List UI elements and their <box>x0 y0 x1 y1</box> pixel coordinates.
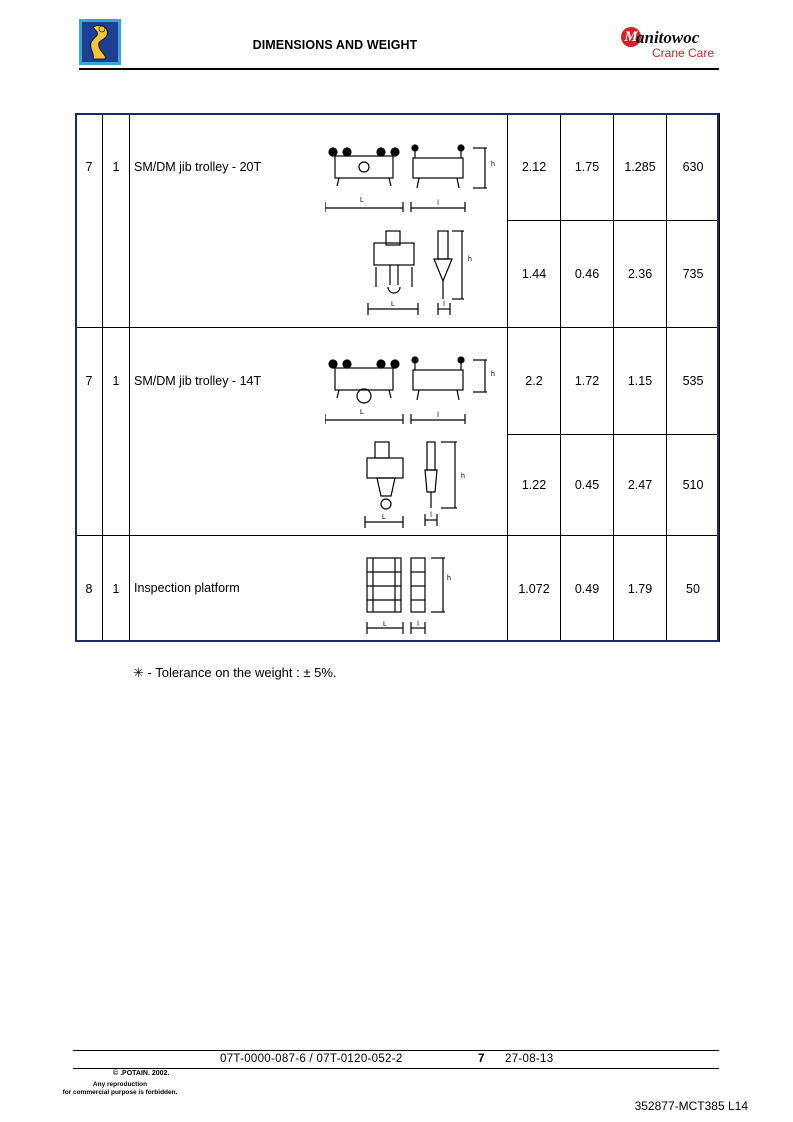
reproduction-notice <box>60 1081 180 1097</box>
value-l: 0.46 <box>561 221 614 328</box>
copyright: © .POTAIN. 2002. <box>113 1070 170 1077</box>
item-description: Inspection platform <box>134 581 240 595</box>
value-L: 1.22 <box>508 435 561 536</box>
table-row <box>76 328 720 435</box>
dim-label-l: l <box>430 512 432 519</box>
trolley-14t-side-drawing <box>325 356 505 426</box>
reproduction-notice-line2: for commercial purpose is forbidden. <box>62 1089 178 1096</box>
dim-label-h: h <box>468 256 472 263</box>
item-quantity: 1 <box>103 536 130 642</box>
dim-label-L: L <box>360 197 364 204</box>
value-l: 0.49 <box>561 536 614 642</box>
item-description-cell <box>130 114 508 328</box>
reproduction-notice-line1: Any reproduction <box>92 1081 148 1088</box>
value-h: 1.79 <box>614 536 667 642</box>
dim-label-l: l <box>417 621 419 628</box>
value-h: 2.36 <box>614 221 667 328</box>
dim-label-L: L <box>383 621 387 628</box>
dim-label-h: h <box>461 473 465 480</box>
value-weight: 50 <box>667 536 720 642</box>
value-weight: 630 <box>667 114 720 221</box>
item-number: 8 <box>76 536 103 642</box>
item-quantity: 1 <box>103 114 130 328</box>
brand-logo-mark: M <box>621 27 641 47</box>
value-l: 1.72 <box>561 328 614 435</box>
item-description: SM/DM jib trolley - 20T <box>134 160 262 174</box>
dim-label-L: L <box>391 301 395 308</box>
page-title: DIMENSIONS AND WEIGHT <box>252 38 418 52</box>
hook-block-20t-drawing <box>360 229 480 319</box>
value-l: 1.75 <box>561 114 614 221</box>
dim-label-L: L <box>382 514 386 521</box>
table-row <box>76 536 720 642</box>
item-description: SM/DM jib trolley - 14T <box>134 374 262 388</box>
value-l: 0.45 <box>561 435 614 536</box>
table-row <box>76 114 720 221</box>
brand-name: anitowoc <box>636 28 700 47</box>
value-weight: 510 <box>667 435 720 536</box>
footer-rule-top <box>73 1050 719 1051</box>
footer-page-number: 7 <box>478 1053 485 1065</box>
document-code: 352877-MCT385 L14 <box>634 1099 748 1113</box>
footer-date: 27-08-13 <box>505 1053 554 1065</box>
dimensions-table <box>75 113 720 642</box>
potain-logo <box>79 19 121 65</box>
header-rule <box>79 68 719 70</box>
dim-label-h: h <box>491 161 495 168</box>
dim-label-l: l <box>443 301 445 308</box>
value-L: 1.44 <box>508 221 561 328</box>
footer-rule-bottom <box>73 1068 719 1069</box>
dim-label-h: h <box>491 371 495 378</box>
dim-label-h: h <box>447 575 451 582</box>
item-description-cell <box>130 328 508 536</box>
item-number: 7 <box>76 328 103 536</box>
dim-label-l: l <box>437 412 439 419</box>
value-L: 1.072 <box>508 536 561 642</box>
value-L: 2.2 <box>508 328 561 435</box>
item-number: 7 <box>76 114 103 328</box>
inspection-platform-drawing <box>365 554 475 636</box>
value-h: 1.285 <box>614 114 667 221</box>
value-L: 2.12 <box>508 114 561 221</box>
dim-label-l: l <box>437 200 439 207</box>
item-quantity: 1 <box>103 328 130 536</box>
brand-subtitle: Crane Care <box>652 46 715 60</box>
dim-label-L: L <box>360 409 364 416</box>
value-h: 2.47 <box>614 435 667 536</box>
trolley-20t-side-drawing <box>325 144 505 214</box>
value-weight: 535 <box>667 328 720 435</box>
value-weight: 735 <box>667 221 720 328</box>
hook-block-14t-drawing <box>355 440 485 530</box>
value-h: 1.15 <box>614 328 667 435</box>
tolerance-note: ✳ - Tolerance on the weight : ± 5%. <box>133 665 337 680</box>
item-description-cell <box>130 536 508 642</box>
footer-document-ref: 07T-0000-087-6 / 07T-0120-052-2 <box>220 1053 403 1065</box>
